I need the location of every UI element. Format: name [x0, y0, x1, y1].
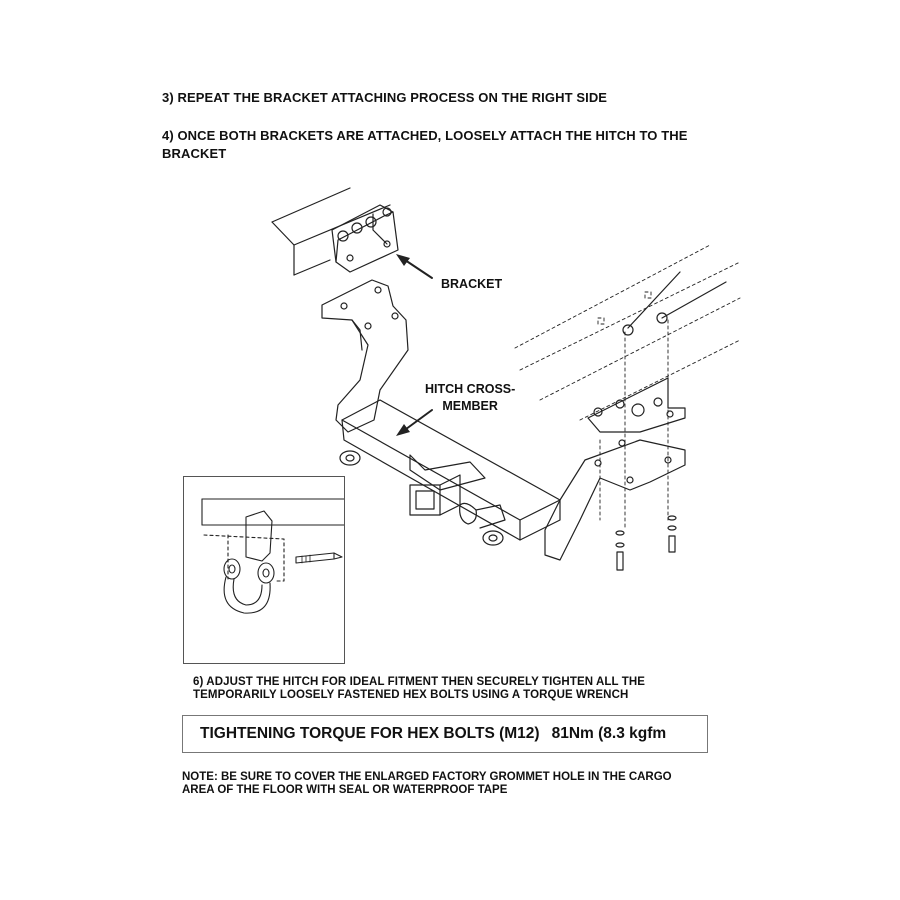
shackle-inset-diagram — [184, 477, 344, 663]
step-6-instruction: 6) ADJUST THE HITCH FOR IDEAL FITMENT THEN SECURELY TIGHTEN ALL THE TEMPORARILY LOOSELY FASTENED HEX BOLTS USING A TORQUE WRENCH — [193, 676, 646, 701]
fish-wire — [623, 272, 726, 335]
torque-value: 81Nm (8.3 kgfm — [551, 725, 667, 742]
bracket-callout: BRACKET — [441, 277, 503, 291]
step-4-instruction: 4) ONCE BOTH BRACKETS ARE ATTACHED, LOOSELY ATTACH THE HITCH TO THE BRACKET — [162, 128, 688, 161]
hitch-arm-right — [545, 440, 685, 560]
torque-label: TIGHTENING TORQUE FOR HEX BOLTS (M12) — [200, 725, 540, 742]
note-text: NOTE: BE SURE TO COVER THE ENLARGED FACTORY GROMMET HOLE IN THE CARGO AREA OF THE FLOOR WITH SEAL OR WATERPROOF TAPE — [182, 771, 672, 796]
hitch-cross-member — [340, 400, 560, 545]
vehicle-frame-right — [515, 245, 740, 530]
hitch-arm-left — [322, 280, 408, 432]
cross-member-callout-line2: MEMBER — [442, 399, 498, 413]
bracket-right — [588, 378, 685, 432]
torque-spec-box — [182, 715, 708, 753]
cross-member-callout — [425, 381, 515, 415]
cross-member-callout-line1: HITCH CROSS- — [425, 382, 516, 396]
step-3-instruction: 3) REPEAT THE BRACKET ATTACHING PROCESS ON THE RIGHT SIDE — [162, 90, 608, 105]
shackle-inset — [183, 476, 345, 664]
